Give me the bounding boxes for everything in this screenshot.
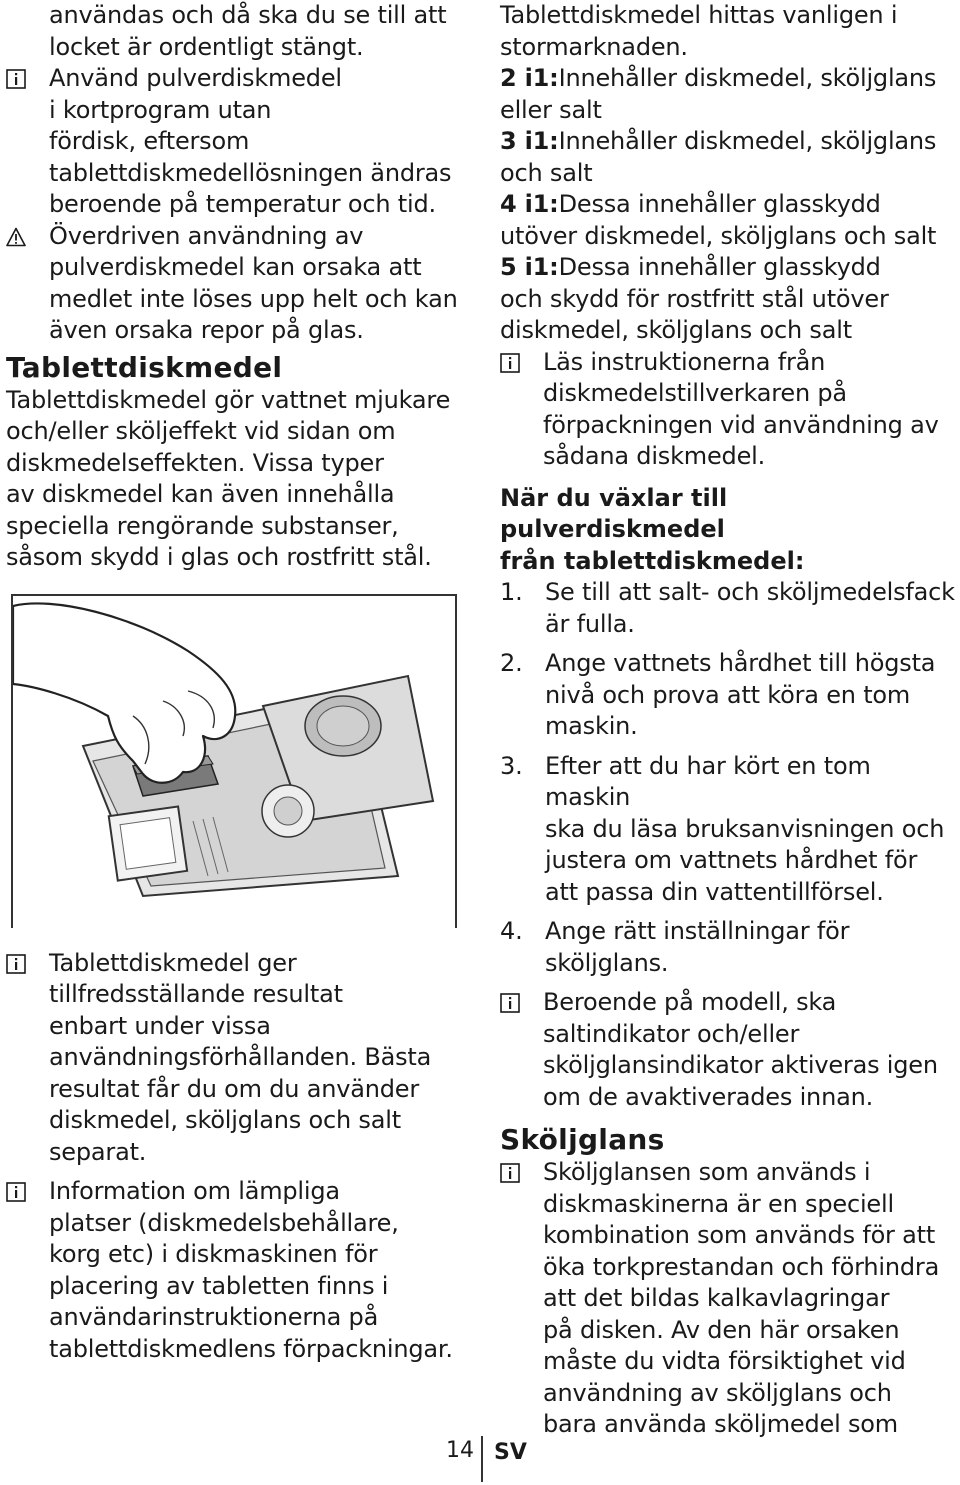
footer-divider — [481, 1436, 483, 1482]
left-paragraph-top: användas och då ska du se till att locket är ordentligt stängt. — [49, 1, 447, 61]
page-number: 14 — [446, 1438, 474, 1463]
type-3in1: 3 i1:Innehåller diskmedel, sköljglans och salt — [500, 127, 937, 187]
step-item: 3. Efter att du har kört en tom maskin ska du läsa bruksanvisningen och justera om vattnets hårdhet för att passa din vattentillförsel. — [500, 751, 945, 906]
step-item: 4. Ange rätt inställningar för sköljglans. — [500, 917, 850, 977]
info-note-placement: Information om lämpliga platser (diskmedelsbehållare, korg etc) i diskmaskinen för placering av tabletten finns i användarinstruktionerna på tablettdiskmedlens förpackningar. — [6, 1176, 468, 1365]
type-4in1: 4 i1:Dessa innehåller glasskydd utöver diskmedel, sköljglans och salt — [500, 190, 937, 250]
type-2in1: 2 i1:Innehåller diskmedel, sköljglans eller salt — [500, 64, 937, 124]
info-icon — [500, 993, 520, 1013]
info-icon — [500, 353, 520, 373]
page-footer — [0, 1436, 960, 1482]
subheading-switch-to-powder: När du växlar till pulverdiskmedel från tablettdiskmedel: — [500, 483, 805, 575]
hand-tablet-drawing — [13, 596, 455, 928]
info-note-rinse-aid: Sköljglansen som används i diskmaskinerna är en speciell kombination som används för att öka torkprestandan och förhindra att det bildas kalkavlagringar på disken. Av den här orsaken måste du vidta försiktighet vid användning av sköljglans och bara använda sköljmedel som — [500, 1157, 956, 1441]
tablet-types-list — [500, 63, 956, 347]
steps-list — [500, 577, 956, 979]
tablet-description: Tablettdiskmedel gör vattnet mjukare och/eller sköljeffekt vid sidan om diskmedelseffekten. Vissa typer av diskmedel kan även innehålla speciella rengörande substanser, såsom skydd i glas och rostfritt stål. — [6, 385, 451, 571]
language-code: SV — [494, 1440, 527, 1465]
step-item: 2. Ange vattnets hårdhet till högsta nivå och prova att köra en tom maskin. — [500, 649, 936, 740]
info-note-manufacturer: Läs instruktionerna från diskmedelstillverkaren på förpackningen vid användning av sådana diskmedel. — [500, 347, 956, 473]
section-heading-skoljglans: Sköljglans — [500, 1123, 665, 1156]
right-column — [500, 0, 956, 1441]
detergent-dispenser-illustration — [11, 594, 457, 928]
left-column — [6, 0, 468, 1365]
warning-note-overuse: Överdriven användning av pulverdiskmedel kan orsaka att medlet inte löses upp helt och kan även orsaka repor på glas. — [6, 221, 468, 347]
section-heading-tablettdiskmedel: Tablettdiskmedel — [6, 350, 283, 384]
step-item: 1. Se till att salt- och sköljmedelsfack är fulla. — [500, 578, 955, 638]
warning-icon — [6, 227, 26, 247]
info-icon — [6, 1182, 26, 1202]
right-paragraph-top: Tablettdiskmedel hittas vanligen i stormarknaden. — [500, 1, 898, 61]
type-5in1: 5 i1:Dessa innehåller glasskydd och skydd för rostfritt stål utöver diskmedel, sköljglans och salt — [500, 253, 889, 344]
info-icon — [500, 1163, 520, 1183]
info-note-indicators: Beroende på modell, ska saltindikator och/eller sköljglansindikator aktiveras igen om de avaktiverades innan. — [500, 987, 956, 1113]
info-note-tablet-results: Tablettdiskmedel ger tillfredsställande resultat enbart under vissa användningsförhållanden. Bästa resultat får du om du använder diskmedel, sköljglans och salt separat. — [6, 948, 468, 1169]
info-icon — [6, 954, 26, 974]
info-note-powder: Använd pulverdiskmedel i kortprogram utan fördisk, eftersom tablettdiskmedellösningen ändras beroende på temperatur och tid. — [6, 63, 468, 221]
info-icon — [6, 69, 26, 89]
